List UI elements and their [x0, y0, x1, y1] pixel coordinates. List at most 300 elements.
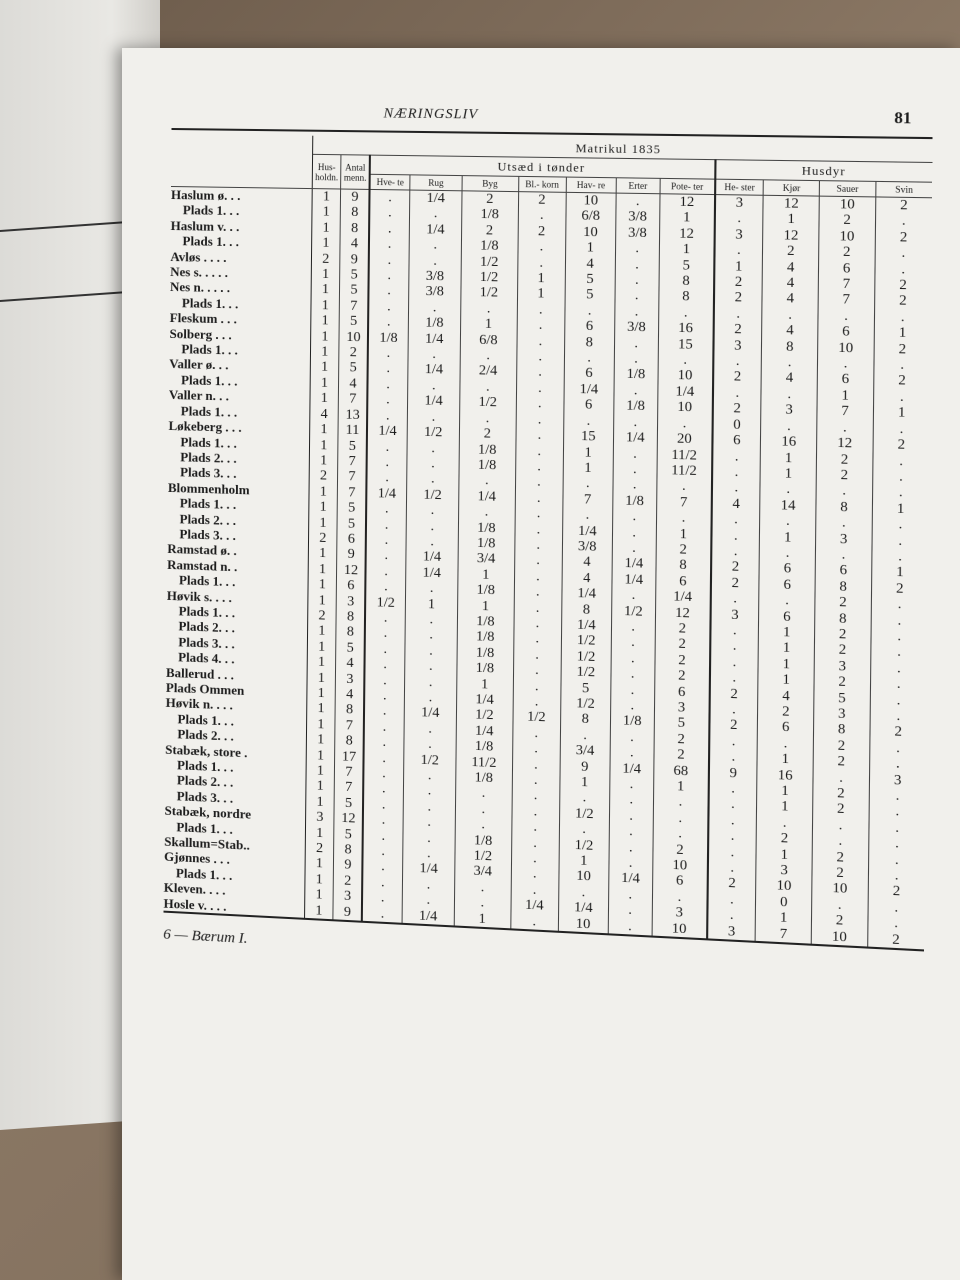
- cell-value: .: [818, 308, 874, 325]
- cell-value: 10: [756, 878, 812, 897]
- cell-value: 1/8: [610, 713, 654, 731]
- cell-value: 1: [758, 671, 814, 689]
- cell-value: 12: [655, 604, 710, 622]
- cell-value: 1: [318, 623, 326, 640]
- cell-value: 2: [868, 883, 925, 902]
- cell-value: 1: [320, 390, 328, 407]
- cell-value: .: [709, 701, 758, 719]
- cell-value: .: [870, 660, 927, 678]
- cell-value: 1: [871, 564, 928, 582]
- cell-value: .: [407, 455, 459, 472]
- farm-name: Skallum=Stab..: [164, 834, 305, 856]
- cell-value: 9: [337, 547, 366, 563]
- cell-value: 8: [762, 339, 818, 356]
- cell-value: 1: [454, 910, 511, 930]
- cell-value: .: [511, 881, 559, 899]
- cell-value: 1/8: [614, 398, 658, 415]
- cell-value: .: [873, 453, 930, 471]
- cell-value: .: [871, 612, 928, 630]
- cell-value: 3: [816, 531, 872, 549]
- cell-value: 1/4: [558, 899, 608, 917]
- cell-value: .: [565, 303, 615, 320]
- cell-value: 2: [813, 753, 869, 771]
- cell-value: 4: [339, 376, 368, 392]
- cell-value: 0: [756, 893, 812, 912]
- farm-name: Plads 1. . .: [167, 572, 308, 592]
- cell-value: .: [761, 386, 817, 403]
- cell-value: .: [712, 448, 761, 465]
- cell-value: 4: [712, 496, 761, 513]
- cell-value: .: [652, 888, 707, 907]
- cell-value: .: [612, 587, 656, 604]
- cell-value: .: [404, 736, 456, 754]
- cell-value: 1/2: [365, 594, 405, 611]
- cell-value: 8: [335, 702, 364, 719]
- cell-value: .: [460, 379, 517, 396]
- cell-value: 6: [759, 608, 815, 626]
- cell-value: 1/2: [461, 269, 518, 286]
- cell-value: .: [868, 851, 925, 870]
- cell-value: 1: [873, 405, 930, 422]
- cell-value: 2: [867, 931, 924, 951]
- cell-value: 1: [517, 270, 565, 287]
- cell-value: 11/2: [456, 754, 513, 772]
- cell-value: .: [407, 471, 459, 488]
- cell-value: 1/8: [455, 769, 512, 787]
- cell-value: 8: [336, 624, 365, 641]
- cell-value: .: [513, 631, 561, 648]
- cell-value: .: [515, 474, 563, 491]
- cell-value: 2: [318, 608, 326, 624]
- cell-value: .: [363, 781, 403, 798]
- farm-name: Ramstad n. .: [167, 557, 308, 577]
- cell-value: .: [517, 318, 565, 335]
- cell-value: 1: [320, 453, 328, 469]
- cell-value: 1: [560, 774, 610, 792]
- cell-value: .: [614, 335, 658, 352]
- cell-value: .: [707, 891, 756, 909]
- cell-value: .: [403, 845, 455, 863]
- cell-value: 5: [339, 360, 368, 376]
- cell-value: 2: [322, 251, 330, 267]
- cell-value: .: [459, 473, 516, 490]
- cell-value: 3: [714, 227, 763, 244]
- cell-value: 6: [759, 560, 815, 578]
- cell-value: .: [405, 689, 457, 707]
- cell-value: 1: [318, 639, 326, 655]
- cell-value: .: [608, 902, 652, 920]
- cell-value: 2: [815, 594, 871, 612]
- cell-value: 1/2: [561, 664, 611, 682]
- cell-value: .: [712, 464, 761, 481]
- farm-name: Valler n. . .: [169, 387, 310, 406]
- cell-value: .: [516, 427, 564, 444]
- cell-value: .: [611, 650, 655, 667]
- farm-name: Plads 1. . .: [164, 865, 305, 887]
- cell-value: 11/2: [657, 462, 712, 479]
- cell-value: 1/4: [613, 430, 657, 447]
- cell-value: 2: [654, 668, 709, 686]
- cell-value: 2: [713, 401, 762, 418]
- cell-value: 1/2: [461, 254, 518, 271]
- cell-value: .: [514, 600, 562, 617]
- cell-value: 9: [341, 189, 370, 205]
- cell-value: 3: [715, 195, 764, 212]
- cell-value: .: [559, 790, 609, 808]
- cell-value: .: [816, 515, 872, 533]
- cell-value: .: [816, 483, 872, 501]
- cell-value: 7: [335, 718, 364, 735]
- cell-value: 10: [819, 196, 875, 213]
- cell-value: 2: [461, 223, 518, 240]
- cell-value: .: [872, 484, 929, 502]
- cell-value: .: [367, 392, 407, 409]
- farm-name: Ramstad ø. .: [167, 541, 308, 561]
- cell-value: .: [709, 749, 758, 767]
- cell-value: .: [760, 481, 816, 498]
- cell-value: 1/2: [560, 695, 610, 713]
- cell-value: .: [403, 876, 455, 894]
- cell-value: 1: [565, 240, 615, 257]
- cell-value: 2: [871, 580, 928, 598]
- cell-value: 10: [558, 915, 608, 934]
- cell-value: 12: [659, 226, 714, 243]
- cell-value: 10: [559, 868, 609, 886]
- cell-value: 4: [562, 554, 612, 571]
- cell-value: 1: [317, 701, 325, 717]
- cell-value: 5: [814, 689, 870, 707]
- cell-value: .: [404, 783, 456, 801]
- cell-value: 2: [655, 652, 710, 670]
- cell-value: .: [364, 750, 404, 767]
- cell-value: .: [708, 828, 757, 846]
- cell-value: .: [761, 418, 817, 435]
- facing-page-text: [7, 0, 146, 19]
- cell-value: .: [612, 540, 656, 557]
- cell-value: 1/2: [461, 285, 518, 302]
- cell-value: 2: [874, 341, 931, 358]
- farm-name: Fleskum . . .: [170, 310, 311, 328]
- cell-value: 2: [333, 873, 362, 890]
- cell-value: 1/4: [367, 485, 407, 502]
- cell-value: .: [611, 697, 655, 714]
- cell-value: 8: [340, 221, 369, 237]
- cell-value: .: [707, 907, 756, 925]
- cell-value: 3/4: [458, 551, 515, 569]
- cell-value: .: [512, 787, 560, 805]
- cell-value: .: [369, 283, 409, 299]
- cell-value: .: [658, 305, 713, 322]
- cell-value: 9: [560, 758, 610, 776]
- cell-value: 1: [817, 387, 873, 404]
- cell-value: 5: [334, 795, 363, 812]
- cell-value: 10: [652, 920, 707, 940]
- cell-value: 2: [811, 912, 867, 931]
- cell-value: 1: [659, 210, 714, 227]
- cell-value: 1/8: [409, 315, 461, 332]
- cell-value: 6: [564, 319, 614, 336]
- cell-value: 10: [652, 857, 707, 875]
- cell-value: .: [368, 314, 408, 330]
- cell-value: 3/8: [616, 209, 660, 225]
- cell-value: 0: [712, 417, 761, 434]
- cell-value: .: [564, 350, 614, 367]
- cell-value: .: [364, 765, 404, 782]
- cell-value: 2: [713, 322, 762, 339]
- cell-value: 4: [336, 655, 365, 672]
- cell-value: 1: [318, 561, 327, 578]
- cell-value: 1/8: [613, 493, 657, 510]
- cell-value: .: [762, 307, 818, 324]
- cell-value: .: [812, 896, 868, 915]
- cell-value: 2: [819, 213, 875, 230]
- cell-value: 7: [818, 292, 874, 309]
- cell-value: 2: [815, 626, 871, 644]
- cell-value: .: [817, 419, 873, 436]
- cell-value: .: [868, 867, 925, 886]
- cell-value: 5: [339, 314, 368, 330]
- cell-value: 1/4: [655, 589, 710, 607]
- cell-value: 1/2: [513, 709, 561, 727]
- col-sauer: Sauer: [819, 181, 875, 197]
- cell-value: 7: [338, 469, 367, 485]
- cell-value: 17: [335, 749, 364, 766]
- cell-value: .: [616, 193, 660, 210]
- cell-value: .: [558, 884, 608, 902]
- cell-value: .: [712, 480, 761, 497]
- cell-value: .: [366, 579, 406, 596]
- cell-value: .: [563, 413, 613, 430]
- col-blkorn: Bl.- korn: [518, 176, 566, 192]
- cell-value: 7: [339, 298, 368, 314]
- farm-name: Plads 1. . .: [168, 495, 309, 515]
- farm-name: Plads 1. . .: [164, 818, 305, 840]
- cell-value: 1/8: [456, 738, 513, 756]
- cell-value: .: [615, 304, 659, 321]
- cell-value: .: [369, 221, 409, 237]
- cell-value: 1: [315, 871, 323, 888]
- cell-value: 2: [714, 274, 763, 291]
- cell-value: 1: [653, 778, 708, 796]
- farm-name: Haslum v. . .: [171, 218, 312, 236]
- cell-value: 3/8: [562, 538, 612, 555]
- cell-value: 5: [340, 283, 369, 299]
- cell-value: 1: [759, 640, 815, 658]
- cell-value: 1/4: [367, 423, 407, 440]
- cell-value: 1/4: [610, 760, 654, 778]
- cell-value: 1/2: [559, 837, 609, 855]
- cell-value: 10: [819, 228, 875, 245]
- cell-value: .: [364, 703, 404, 720]
- farm-name: Plads 1. . .: [165, 711, 306, 732]
- cell-value: 1/4: [458, 488, 515, 505]
- cell-value: 1/8: [458, 535, 515, 552]
- cell-value: 2: [315, 840, 324, 857]
- signature-footer: 6 — Bærum I.: [163, 926, 248, 948]
- cell-value: .: [609, 839, 653, 857]
- cell-value: 1: [305, 902, 334, 920]
- cell-value: .: [455, 816, 512, 834]
- cell-value: .: [711, 511, 760, 528]
- cell-value: 1: [316, 747, 325, 764]
- cell-value: .: [406, 518, 458, 535]
- cell-value: 1: [315, 887, 323, 903]
- farm-name: Plads 2. . .: [166, 618, 307, 639]
- cell-value: 1/4: [406, 549, 458, 566]
- cell-value: 2: [875, 197, 932, 214]
- cell-value: .: [403, 798, 455, 816]
- cell-value: 5: [561, 680, 611, 698]
- cell-value: 7: [755, 925, 811, 945]
- cell-value: .: [869, 787, 926, 805]
- cell-value: .: [614, 414, 658, 431]
- cell-value: .: [868, 899, 925, 918]
- cell-value: .: [758, 735, 814, 753]
- cell-value: 8: [659, 273, 714, 290]
- cell-value: 1/4: [561, 617, 611, 635]
- cell-value: 1: [406, 596, 458, 613]
- cell-value: .: [869, 739, 926, 757]
- cell-value: 4: [340, 236, 369, 252]
- cell-value: 1: [318, 592, 326, 609]
- cell-value: .: [518, 208, 566, 224]
- cell-value: .: [563, 476, 613, 493]
- cell-value: 6: [759, 576, 815, 594]
- cell-value: 1: [761, 450, 817, 467]
- cell-value: 8: [564, 334, 614, 351]
- col-byg: Byg: [462, 176, 519, 192]
- cell-value: .: [868, 915, 925, 934]
- cell-value: 8: [815, 578, 871, 596]
- cell-value: 8: [336, 609, 365, 626]
- cell-value: .: [608, 918, 652, 937]
- cell-value: 1: [321, 313, 329, 329]
- cell-value: 12: [763, 228, 819, 245]
- cell-value: 1: [517, 286, 565, 303]
- cell-value: .: [875, 245, 932, 262]
- cell-value: 8: [335, 733, 364, 750]
- cell-value: .: [512, 756, 560, 774]
- cell-value: 7: [335, 764, 364, 781]
- cell-value: 6: [564, 397, 614, 414]
- cell-value: 4: [758, 687, 814, 705]
- cell-value: 2: [654, 731, 709, 749]
- cell-value: 8: [340, 205, 369, 221]
- cell-value: .: [363, 796, 403, 813]
- cell-value: .: [653, 794, 708, 812]
- cell-value: 1/8: [457, 644, 514, 662]
- cell-value: 8: [815, 610, 871, 628]
- cell-value: .: [369, 268, 409, 284]
- cell-value: .: [610, 729, 654, 747]
- cell-value: 1/4: [612, 556, 656, 573]
- cell-value: 2: [814, 674, 870, 692]
- cell-value: 3/8: [616, 225, 660, 241]
- cell-value: 2: [812, 848, 868, 867]
- cell-value: 1/2: [456, 707, 513, 725]
- cell-value: .: [406, 580, 458, 597]
- cell-value: 12: [337, 562, 366, 579]
- cell-value: 1/8: [457, 629, 514, 647]
- farm-name: Plads 1. . .: [165, 757, 306, 779]
- cell-value: 1/4: [402, 907, 454, 926]
- cell-value: .: [518, 239, 566, 256]
- cell-value: .: [363, 843, 403, 860]
- farm-name: Høvik s. . . .: [167, 587, 308, 607]
- cell-value: .: [760, 513, 816, 531]
- cell-value: 1: [316, 763, 324, 779]
- cell-value: 8: [560, 711, 610, 729]
- cell-value: .: [615, 257, 659, 274]
- cell-value: 1/4: [408, 362, 460, 379]
- cell-value: .: [364, 734, 404, 751]
- farm-name: Plads 1. . .: [170, 295, 311, 313]
- cell-value: 2: [654, 746, 709, 764]
- cell-value: .: [560, 727, 610, 745]
- cell-value: 9: [709, 764, 758, 782]
- matrikul-header: Matrikul 1835: [313, 136, 933, 163]
- cell-value: 2: [763, 243, 819, 260]
- cell-value: 1/2: [407, 487, 459, 504]
- cell-value: .: [515, 443, 563, 460]
- utsaed-header: Utsæd i tønder: [370, 155, 715, 179]
- cell-value: 1/4: [408, 331, 460, 348]
- cell-value: 6: [652, 873, 707, 891]
- cell-value: 2: [518, 192, 566, 209]
- cell-value: .: [408, 378, 460, 395]
- farm-name: Plads 2. . .: [165, 772, 306, 794]
- farm-name: Høvik n. . . .: [166, 695, 307, 716]
- cell-value: .: [870, 708, 927, 726]
- cell-value: 6: [337, 531, 366, 547]
- cell-value: 1: [319, 484, 327, 500]
- cell-value: .: [709, 733, 758, 751]
- col-hvete: Hve- te: [370, 174, 410, 190]
- cell-value: 1: [760, 529, 816, 547]
- farm-name: Plads 1. . .: [169, 341, 310, 360]
- farm-name: Plads 1. . .: [169, 403, 310, 422]
- cell-value: 1/2: [459, 394, 516, 411]
- cell-value: 7: [334, 780, 363, 797]
- farm-name: Plads 1. . .: [168, 433, 309, 452]
- cell-value: 1: [318, 577, 326, 593]
- cell-value: 1: [321, 282, 330, 298]
- cell-value: 3: [713, 337, 762, 354]
- cell-value: 1: [759, 624, 815, 642]
- cell-value: 4: [762, 275, 818, 292]
- cell-value: .: [869, 819, 926, 838]
- farm-name: Hosle v. . . .: [164, 895, 305, 919]
- cell-value: 1: [317, 654, 326, 671]
- cell-value: .: [812, 833, 868, 851]
- cell-value: .: [512, 772, 560, 790]
- cell-value: .: [711, 543, 760, 560]
- cell-value: 2: [870, 724, 927, 742]
- cell-value: .: [710, 638, 759, 656]
- cell-value: 1: [317, 670, 325, 686]
- cell-value: 2: [709, 685, 758, 703]
- farm-name: Ballerud . . .: [166, 664, 307, 685]
- cell-value: .: [708, 844, 757, 862]
- cell-value: .: [611, 619, 655, 636]
- cell-value: .: [875, 261, 932, 278]
- cell-value: 3/4: [454, 863, 511, 881]
- cell-value: .: [609, 808, 653, 826]
- cell-value: 10: [658, 368, 713, 385]
- cell-value: 6: [818, 260, 874, 277]
- cell-value: 1/8: [461, 238, 518, 255]
- cell-value: 1/8: [614, 367, 658, 384]
